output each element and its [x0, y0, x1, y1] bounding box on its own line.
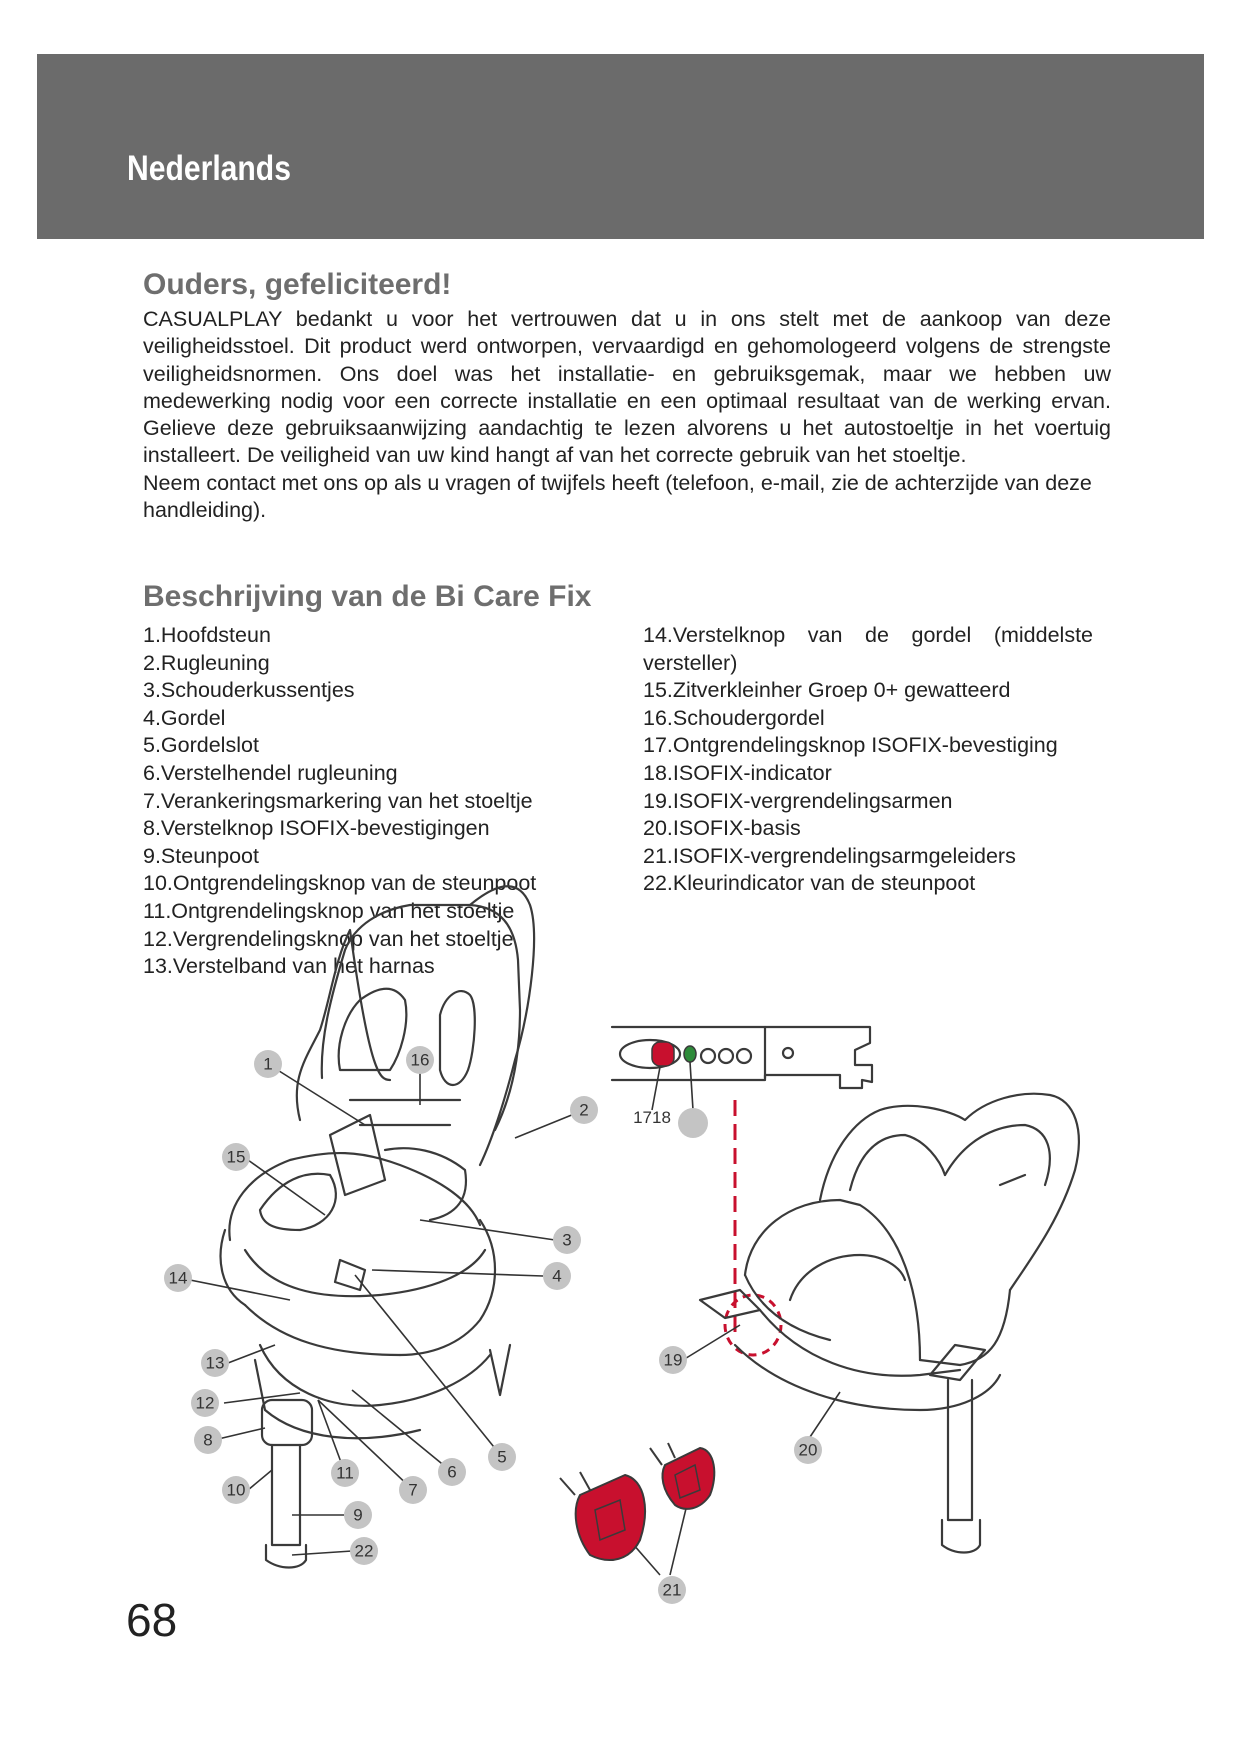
svg-text:21: 21 [662, 1580, 682, 1600]
callout-7-badge [399, 1476, 427, 1504]
svg-text:15: 15 [226, 1147, 246, 1167]
part-item: 9.Steunpoot [143, 843, 259, 868]
callout-8-badge [194, 1426, 222, 1454]
callout-9-badge [344, 1501, 372, 1529]
svg-text:13: 13 [205, 1353, 225, 1373]
svg-text:11: 11 [336, 1463, 354, 1483]
part-item: 3.Schouderkussentjes [143, 678, 355, 703]
callout-22-badge [350, 1537, 378, 1565]
part-item: 21.ISOFIX-vergrendelingsarmgeleiders [643, 843, 1016, 868]
callout-21-badge [658, 1576, 686, 1604]
svg-text:1: 1 [263, 1054, 273, 1074]
part-item: 6.Verstelhendel rugleuning [143, 760, 398, 785]
callout-19-badge [659, 1346, 687, 1374]
part-item: 10.Ontgrendelingsknop van de steunpoot [143, 871, 537, 896]
callout-16-badge [406, 1046, 434, 1074]
svg-text:6: 6 [447, 1462, 457, 1482]
part-item: 13.Verstelband van het harnas [143, 954, 435, 979]
callout-6-badge [438, 1458, 466, 1486]
callout-2-badge [570, 1096, 598, 1124]
callout-14-badge [164, 1264, 192, 1292]
part-item: 2.Rugleuning [143, 650, 270, 675]
part-item: 16.Schoudergordel [643, 705, 825, 730]
svg-text:12: 12 [195, 1393, 215, 1413]
part-item: 11.Ontgrendelingsknop van het stoeltje [143, 898, 515, 923]
part-item: 8.Verstelknop ISOFIX-bevestigingen [143, 816, 490, 841]
part-item: 17.Ontgrendelingsknop ISOFIX-bevestiging [643, 733, 1058, 758]
part-item: 12.Vergrendelingsknop van het stoeltje [143, 926, 514, 951]
svg-text:2: 2 [579, 1100, 589, 1120]
svg-text:3: 3 [562, 1230, 572, 1250]
part-item: 22.Kleurindicator van de steunpoot [643, 871, 976, 896]
callout-1-badge [254, 1050, 282, 1078]
callout-18-badge [678, 1108, 708, 1138]
svg-text:14: 14 [168, 1268, 188, 1288]
callout-12-badge [191, 1389, 219, 1417]
callout-5-badge [488, 1443, 516, 1471]
callout-15-badge [222, 1143, 250, 1171]
callout-10-badge [222, 1476, 250, 1504]
svg-text:16: 16 [410, 1050, 430, 1070]
language-title: Nederlands [127, 149, 291, 188]
isofix-arm-detail [612, 1027, 872, 1355]
part-item: 4.Gordel [143, 705, 226, 730]
svg-text:8: 8 [203, 1430, 213, 1450]
intro-paragraph-1: CASUALPLAY bedankt u voor het vertrouwen dat u in ons stelt met de aankoop van deze veiligheidsstoel. Dit product werd ontworpen, vervaardigd en gehomologeerd volgens de strengste veiligheidsnormen. Ons doel was het installatie- en gebruiksgemak, maar we hebben uw medewerking nodig voor een correcte installatie en een optimaal resultaat van de werking ervan. Gelieve deze gebruiksaanwijzing aandachtig te lezen alvorens u het autostoeltje in het voertuig installeert. De veiligheid van uw kind hangt af van het correcte gebruik van het stoeltje. [143, 307, 1111, 468]
callout-20-badge [794, 1436, 822, 1464]
isofix-release-button [652, 1042, 674, 1066]
right-seat-drawing [700, 1094, 1079, 1553]
intro-paragraph-2: Neem contact met ons op als u vragen of twijfels heeft (telefoon, e-mail, zie de achterzijde van deze handleiding). [143, 470, 1092, 523]
part-item: 20.ISOFIX-basis [643, 816, 801, 841]
callout-4-badge [543, 1262, 571, 1290]
page-number: 68 [126, 1594, 178, 1646]
svg-text:22: 22 [354, 1541, 374, 1561]
svg-text:19: 19 [663, 1350, 683, 1370]
isofix-guides [560, 1443, 714, 1560]
svg-text:5: 5 [497, 1447, 507, 1467]
intro-heading: Ouders, gefeliciteerd! [143, 268, 452, 301]
part-item: 19.ISOFIX-vergrendelingsarmen [643, 788, 953, 813]
callout-1718-label: 1718 [633, 1108, 671, 1127]
svg-text:9: 9 [353, 1505, 363, 1525]
callout-3-badge [553, 1226, 581, 1254]
description-heading: Beschrijving van de Bi Care Fix [143, 580, 592, 613]
part-item: 1.Hoofdsteun [143, 623, 271, 647]
part-item: 7.Verankeringsmarkering van het stoeltje [143, 788, 533, 813]
part-item: 14.Verstelknop van de gordel (middelste versteller) [643, 623, 1093, 675]
svg-text:10: 10 [226, 1480, 246, 1500]
svg-text:4: 4 [552, 1266, 562, 1286]
part-item: 15.Zitverkleinher Groep 0+ gewatteerd [643, 678, 1011, 703]
part-item: 18.ISOFIX-indicator [643, 760, 832, 785]
callout-11-badge [331, 1459, 359, 1487]
isofix-indicator [684, 1046, 696, 1062]
svg-text:20: 20 [798, 1440, 818, 1460]
left-seat-drawing [180, 886, 584, 1567]
svg-text:7: 7 [408, 1480, 418, 1500]
part-item: 5.Gordelslot [143, 733, 259, 758]
callout-13-badge [201, 1349, 229, 1377]
